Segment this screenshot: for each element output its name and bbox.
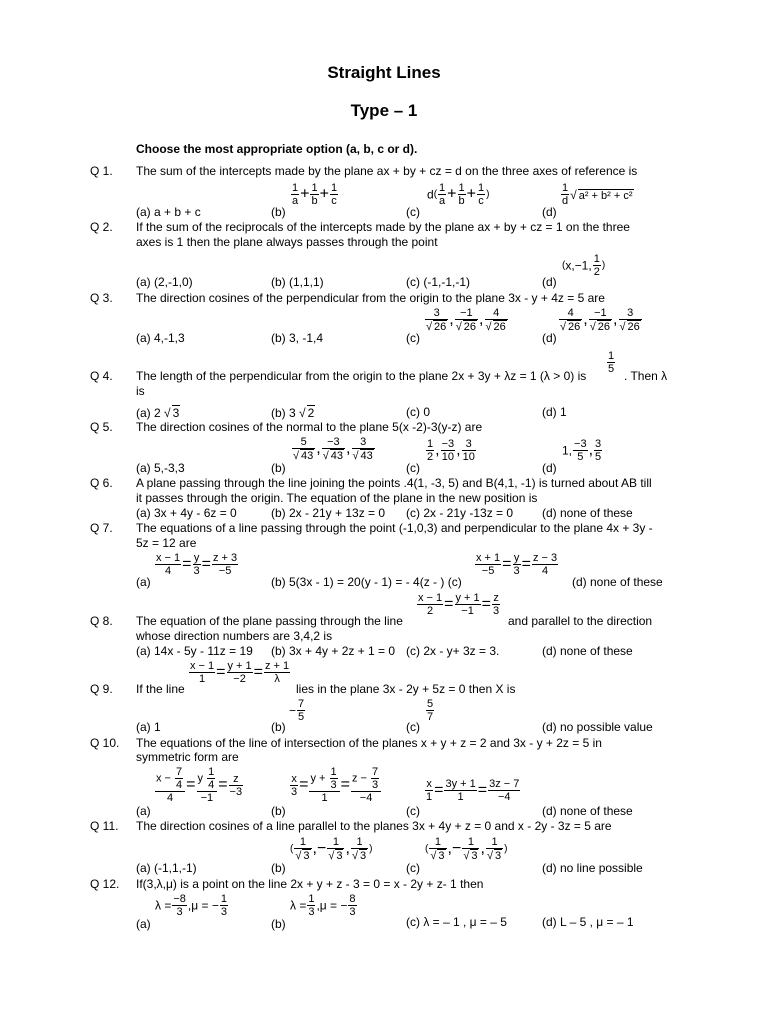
question-text: If the sum of the reciprocals of the intercepts made by the plane ax + by + cz = 1 on the three xyxy=(136,220,630,234)
question-number: Q 11. xyxy=(90,819,119,833)
option-c-math: $\frac{5}{7}$ xyxy=(427,698,434,723)
option-d: (d) L – 5 , μ = – 1 xyxy=(542,915,634,929)
option-c-math: $\frac{x}{1}$ = $\frac{3y + 1}{1}$ = $\frac{3z - 7}{-4}$ xyxy=(426,778,520,803)
question-text: symmetric form are xyxy=(136,750,239,764)
option-d-math: (x,−1, $\frac{1}{2}$ ) xyxy=(562,253,606,278)
option-d: (d) xyxy=(542,205,557,219)
question-number: Q 6. xyxy=(90,476,113,490)
option-a: (a) xyxy=(136,804,151,818)
option-c-math: 3 √ 26 , −1 √ 26 , 4 √ 26 xyxy=(424,307,509,333)
option-b: (b) xyxy=(271,205,286,219)
option-b-math: $\frac{1}{a}$ + $\frac{1}{b}$ + $\frac{1}{c}$ xyxy=(292,182,338,207)
question-text: If(3,λ,μ) is a point on the line 2x + y + z - 3 = 0 = x - 2y + z- 1 then xyxy=(136,877,484,891)
option-c-math: $\frac{1}{2}$ , $\frac{-3}{10}$ , $\frac{3}{10}$ xyxy=(427,438,475,463)
question-text: The sum of the intercepts made by the plane ax + by + cz = d on the three axes of reference is xyxy=(136,164,638,178)
page-subtitle: Type – 1 xyxy=(350,101,418,120)
option-a: (a) 4,-1,3 xyxy=(136,331,185,345)
question-text: and parallel to the direction xyxy=(508,614,653,628)
option-b: (b) 5(3x - 1) = 20(y - 1) = - 4(z - ) (c) xyxy=(271,575,462,589)
option-c: (c) 0 xyxy=(406,405,430,419)
question-number: Q 4. xyxy=(90,369,113,383)
question-text: it passes through the origin. The equation of the plane in the new position is xyxy=(136,491,538,505)
question-number: Q 7. xyxy=(90,521,113,535)
option-b-math: − $\frac{7}{5}$ xyxy=(289,698,305,723)
option-c: (c) (-1,-1,-1) xyxy=(406,275,470,289)
option-d: (d) no line possible xyxy=(542,861,643,875)
option-d: (d) xyxy=(542,331,557,345)
option-c: (c) xyxy=(406,461,420,475)
option-c-math: ( 1 √ 3 ,− 1 √ 3 , 1 √ 3 ) xyxy=(425,836,507,862)
option-d-math: $\frac{1}{d}$ √ a² + b² + c² xyxy=(560,182,634,207)
option-c-math: $\frac{x + 1}{-5}$ = $\frac{y}{3}$ = $\frac{z - 3}{4}$ xyxy=(476,552,558,577)
question-number: Q 10. xyxy=(90,736,120,750)
question-text: lies in the plane 3x - 2y + 5z = 0 then X is xyxy=(296,682,516,696)
instruction: Choose the most appropriate option (a, b, c or d). xyxy=(136,142,418,156)
question-text: The equations of a line passing through the point (-1,0,3) and perpendicular to the plane 4x + 3y - xyxy=(136,521,653,535)
option-b: (b) xyxy=(271,861,286,875)
option-a: (a) 3x + 4y - 6z = 0 xyxy=(136,506,237,520)
question-text: whose direction numbers are 3,4,2 is xyxy=(136,629,333,643)
question-number: Q 1. xyxy=(90,164,113,178)
option-a: (a) 1 xyxy=(136,720,161,734)
option-c: (c) xyxy=(406,720,420,734)
question-text: A plane passing through the line joining the points .4(1, -3, 5) and B(4,1, -1) is turned about AB till xyxy=(136,476,652,490)
option-c: (c) xyxy=(406,331,420,345)
option-d-math: 4 √ 26 , −1 √ 26 , 3 √ 26 xyxy=(558,307,643,333)
question-text: The direction cosines of a line parallel to the planes 3x + 4y + z = 0 and x - 2y - 3z = 5 are xyxy=(136,819,612,833)
option-a: (a) (2,-1,0) xyxy=(136,275,193,289)
question-number: Q 12. xyxy=(90,877,120,891)
option-b: (b) xyxy=(271,720,286,734)
option-d: (d) none of these xyxy=(572,575,663,589)
option-b-math: ( 1 √ 3 ,− 1 √ 3 , 1 √ 3 ) xyxy=(290,836,372,862)
option-b: (b) 3 √ 2 xyxy=(271,405,315,420)
option-b-math: 5 √ 43 , −3 √ 43 , 3 √ 43 xyxy=(291,436,376,462)
question-number: Q 8. xyxy=(90,614,113,628)
question-text: The equation of the plane passing through the line xyxy=(136,614,403,628)
option-d: (d) none of these xyxy=(542,804,633,818)
page-title: Straight Lines xyxy=(327,63,441,82)
option-c: (c) xyxy=(406,205,420,219)
option-b: (b) 2x - 21y + 13z = 0 xyxy=(271,506,386,520)
option-c: (c) 2x - 21y -13z = 0 xyxy=(406,506,514,520)
q8-line-math: $\frac{x - 1}{2}$ = $\frac{y + 1}{-1}$ = $\frac{z}{3}$ xyxy=(418,592,500,617)
question-text: The direction cosines of the normal to the plane 5(x -2)-3(y-z) are xyxy=(136,420,483,434)
option-a: (a) 2 √ 3 xyxy=(136,405,180,420)
option-b-math: λ = $\frac{1}{3}$ ,μ = − $\frac{8}{3}$ xyxy=(290,893,356,918)
option-d: (d) xyxy=(542,461,557,475)
option-b: (b) xyxy=(271,804,286,818)
question-text: 5z = 12 are xyxy=(136,536,197,550)
option-b-math: $\frac{x}{3}$ = y + $\frac{1}{3}$ 1 = z − $\frac{7}{3}$ −4 xyxy=(289,766,382,804)
option-a: (a) (-1,1,-1) xyxy=(136,861,197,875)
question-text: . Then λ xyxy=(624,369,668,383)
option-c: (c) xyxy=(406,804,420,818)
option-d: (d) 1 xyxy=(542,405,567,419)
option-d: (d) no possible value xyxy=(542,720,653,734)
question-text: is xyxy=(136,384,145,398)
q4-fraction: $\frac{1}{5}$ xyxy=(608,350,615,375)
option-c: (c) 2x - y+ 3z = 3. xyxy=(406,644,500,658)
question-text: The length of the perpendicular from the origin to the plane 2x + 3y + λz = 1 (λ > 0) is xyxy=(136,369,587,383)
option-a: (a) 14x - 5y - 11z = 19 xyxy=(136,644,253,658)
option-d: (d) none of these xyxy=(542,506,633,520)
option-b: (b) 3, -1,4 xyxy=(271,331,324,345)
q9-line-math: $\frac{x - 1}{1}$ = $\frac{y + 1}{-2}$ = $\frac{z + 1}{\lambda}$ xyxy=(190,660,290,685)
option-b: (b) 3x + 4y + 2z + 1 = 0 xyxy=(271,644,396,658)
option-b: (b) (1,1,1) xyxy=(271,275,324,289)
option-c: (c) λ = – 1 , μ = – 5 xyxy=(406,915,507,929)
option-c: (c) xyxy=(406,861,420,875)
option-a: (a) a + b + c xyxy=(136,205,201,219)
option-d: (d) xyxy=(542,275,557,289)
option-a: (a) xyxy=(136,917,151,931)
option-d: (d) none of these xyxy=(542,644,633,658)
question-number: Q 2. xyxy=(90,220,113,234)
question-number: Q 9. xyxy=(90,682,113,696)
question-number: Q 3. xyxy=(90,291,113,305)
question-text: The direction cosines of the perpendicular from the origin to the plane 3x - y + 4z = 5 are xyxy=(136,291,605,305)
question-text: If the line xyxy=(136,682,185,696)
option-a-math: $\frac{x - 1}{4}$ = $\frac{y}{3}$ = $\frac{z + 3}{-5}$ xyxy=(156,552,238,577)
option-b: (b) xyxy=(271,917,286,931)
question-number: Q 5. xyxy=(90,420,113,434)
question-text: The equations of the line of intersection of the planes x + y + z = 2 and 3x - y + 2z = 5 in xyxy=(136,736,602,750)
option-a: (a) xyxy=(136,575,151,589)
option-a-math: x − $\frac{7}{4}$ 4 = y $\frac{1}{4}$ −1 = $\frac{z}{-3}$ xyxy=(156,766,243,804)
option-d-math: 1, $\frac{-3}{5}$ , $\frac{3}{5}$ xyxy=(562,438,602,463)
option-a-math: λ = $\frac{-8}{3}$ ,μ = − $\frac{1}{3}$ xyxy=(155,893,227,918)
option-c-math: d( $\frac{1}{a}$ + $\frac{1}{b}$ + $\frac{1}{c}$ ) xyxy=(427,182,490,207)
option-a: (a) 5,-3,3 xyxy=(136,461,185,475)
question-text: axes is 1 then the plane always passes through the point xyxy=(136,235,438,249)
option-b: (b) xyxy=(271,461,286,475)
